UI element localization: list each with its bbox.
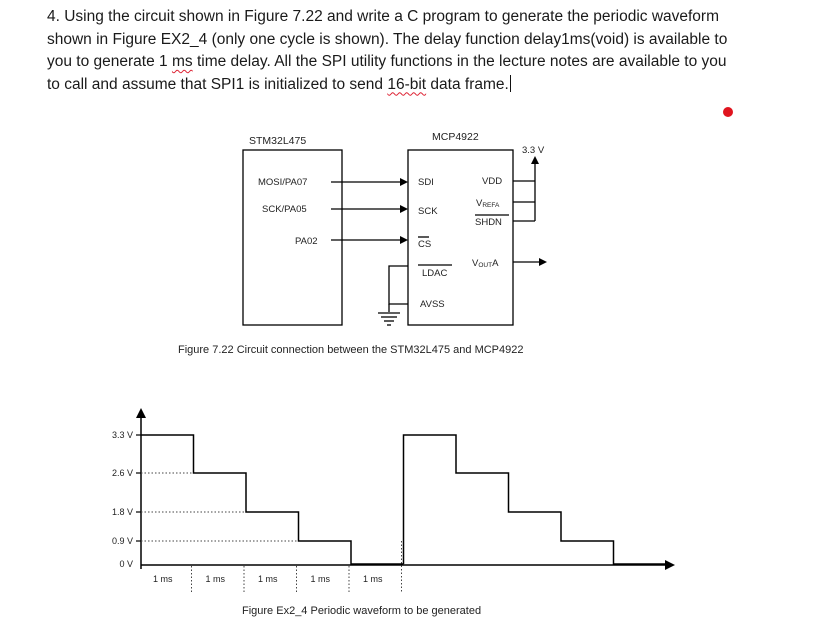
pin-sck: SCK [418,206,438,217]
pin-vdd: VDD [482,176,503,187]
x-tick-label: 1 ms [205,574,226,584]
question-part-1: 4. Using the circuit shown in Figure 7.22 and write a C program to generate the periodic waveform shown in Figure EX2_4 (only one cycle is shown). The delay function delay1ms(void) is available to you to generate 1 [47,8,728,70]
y-tick-label: 1.8 V [111,507,133,517]
bit-spellcheck-word: 16-bit [387,75,427,93]
waveform-series-2 [404,435,667,564]
pin-pa02: PA02 [295,236,318,247]
x-tick-label: 1 ms [310,574,331,584]
ms-spellcheck-word: ms [171,53,193,70]
pin-cs: CS [418,239,432,250]
question-part-3: data frame. [426,75,509,93]
pin-vouta: VOUTA [472,258,499,269]
x-tick-label: 1 ms [363,574,383,584]
y-axis-arrow-icon [136,408,146,418]
question-part-2: time delay. All the SPI utility functions in the lecture notes are available to you to call and assume that SPI1 is initialized to send [47,53,727,93]
y-tick-label: 0.9 V [111,536,133,546]
pin-ldac: LDAC [422,268,448,279]
pin-avss: AVSS [420,299,445,310]
y-tick-label: 3.3 V [111,430,133,440]
pin-sdi: SDI [418,177,434,188]
waveform-series-1 [141,435,404,564]
pin-mosi: MOSI/PA07 [258,177,308,188]
pin-shdn: SHDN [475,217,502,228]
pin-vrefa: VREFA [476,198,500,209]
circuit-caption: Figure 7.22 Circuit connection between the STM32L475 and MCP4922 [178,344,524,356]
pin-sck-pa05: SCK/PA05 [262,204,307,215]
dac-title: MCP4922 [432,131,479,143]
mcu-title: STM32L475 [249,135,307,147]
y-tick-label: 0 V [119,559,133,569]
waveform-caption: Figure Ex2_4 Periodic waveform to be generated [242,605,482,617]
y-tick-label: 2.6 V [111,468,133,478]
x-tick-label: 1 ms [258,574,278,584]
x-axis-arrow-icon [665,560,675,570]
x-tick-label: 1 ms [153,574,173,584]
supply-label: 3.3 V [522,145,545,156]
